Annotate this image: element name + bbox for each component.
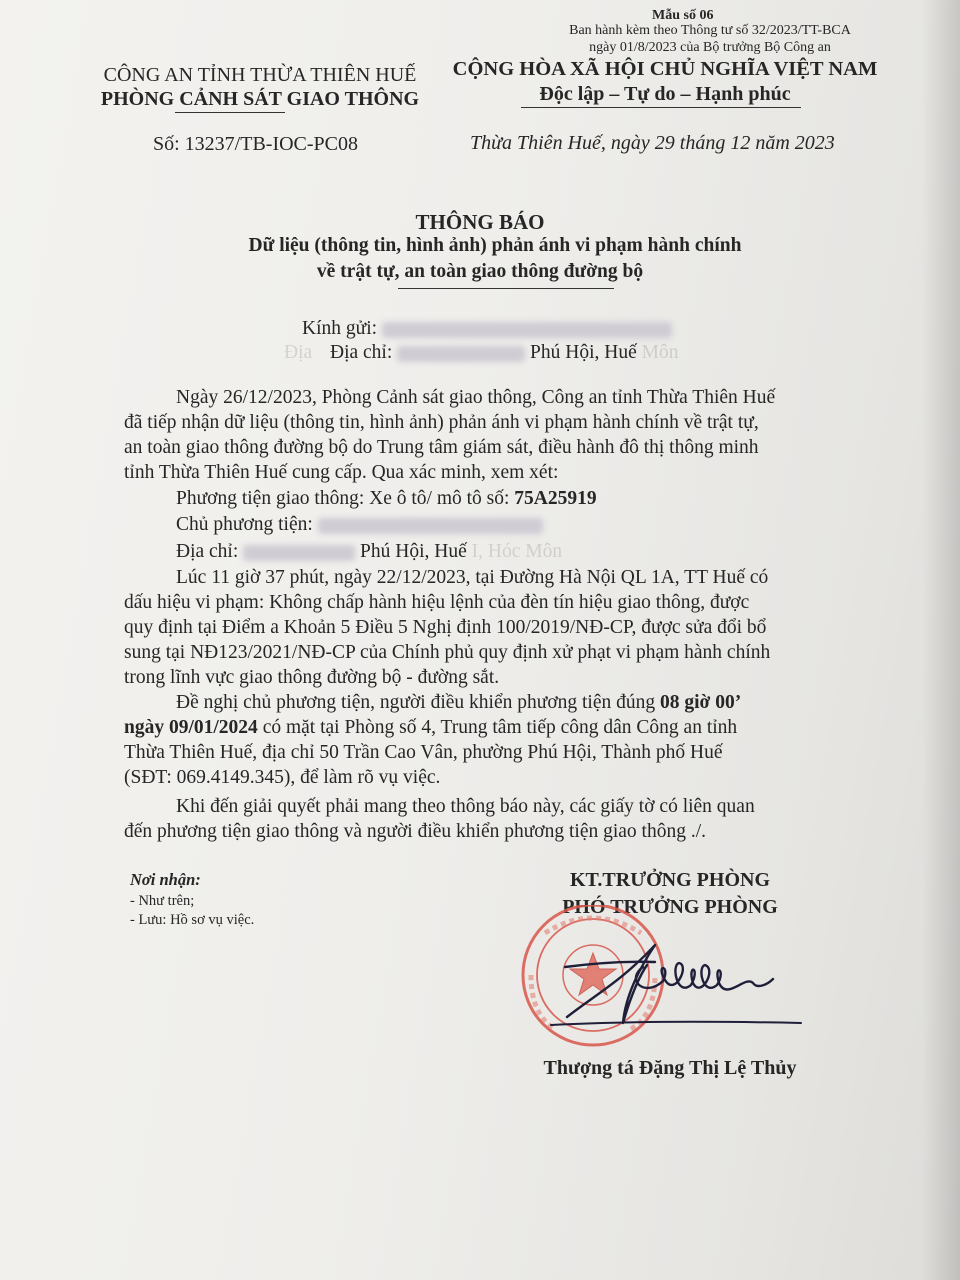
body-p2-l3: quy định tại Điểm a Khoản 5 Điều 5 Nghị định 100/2019/NĐ-CP, được sửa đổi bổ — [124, 617, 767, 638]
owner-address-faded-suffix: I, Hóc Môn — [471, 541, 563, 562]
body-p4-l1: Khi đến giải quyết phải mang theo thông báo này, các giấy tờ có liên quan — [176, 796, 755, 817]
body-p3-l2 — [124, 715, 737, 741]
body-p3-l4: (SĐT: 069.4149.345), để làm rõ vụ việc. — [124, 767, 441, 788]
recipient-line — [302, 316, 672, 342]
title-underline — [398, 288, 614, 289]
owner-label: Chủ phương tiện: — [176, 514, 313, 535]
subtitle-line-1: Dữ liệu (thông tin, hình ảnh) phản ánh vi phạm hành chính — [248, 235, 742, 256]
body-p2-l4: sung tại NĐ123/2021/NĐ-CP của Chính phủ quy định xử phạt vi phạm hành chính — [124, 642, 771, 663]
body-p1-l1: Ngày 26/12/2023, Phòng Cảnh sát giao thông, Công an tỉnh Thừa Thiên Huế — [176, 387, 776, 408]
body-p2-l2: dấu hiệu vi phạm: Không chấp hành hiệu lệnh của đèn tín hiệu giao thông, được — [124, 592, 750, 613]
document-number: Số: 13237/TB-IOC-PC08 — [153, 133, 359, 155]
redacted-owner — [318, 518, 543, 534]
address-faded-suffix: Môn — [641, 342, 679, 363]
redacted-name — [382, 322, 672, 338]
redacted-address — [397, 346, 525, 362]
recipient-faded-text: Địa — [284, 342, 313, 363]
body-p2-l1: Lúc 11 giờ 37 phút, ngày 22/12/2023, tại Đường Hà Nội QL 1A, TT Huế có — [176, 567, 769, 588]
body-p2-l5: trong lĩnh vực giao thông đường bộ - đường sắt. — [124, 667, 500, 688]
owner-address-line — [176, 539, 562, 565]
body-p3-l1 — [176, 690, 741, 716]
body-p1-l4: tỉnh Thừa Thiên Huế cung cấp. Qua xác minh, xem xét: — [124, 462, 559, 483]
recipients-label: Nơi nhận: — [130, 870, 201, 889]
form-ref-line-1: Ban hành kèm theo Thông tư số 32/2023/TT-BCA — [569, 23, 851, 38]
recipient-item-2: - Lưu: Hồ sơ vụ việc. — [130, 912, 255, 928]
agency-parent: CÔNG AN TỈNH THỪA THIÊN HUẾ — [103, 64, 417, 86]
document-title: THÔNG BÁO — [415, 210, 545, 234]
vehicle-label: Phương tiện giao thông: Xe ô tô/ mô tô số: — [176, 488, 510, 509]
stamp-and-signature — [505, 905, 805, 1070]
body-p3-l3: Thừa Thiên Huế, địa chỉ 50 Trần Cao Vân, phường Phú Hội, Thành phố Huế — [124, 742, 723, 763]
signer-title-2: PHÓ TRƯỞNG PHÒNG — [562, 896, 778, 918]
subtitle-line-2: về trật tự, an toàn giao thông đường bộ — [316, 261, 644, 282]
body-p3-l1-text: Đề nghị chủ phương tiện, người điều khiển phương tiện đúng — [176, 692, 660, 713]
owner-line — [176, 512, 543, 538]
body-p1-l2: đã tiếp nhận dữ liệu (thông tin, hình ảnh) phản ánh vi phạm hành chính về trật tự, — [124, 412, 759, 433]
place-date: Thừa Thiên Huế, ngày 29 tháng 12 năm 2023 — [470, 132, 835, 154]
vehicle-line — [176, 486, 597, 512]
recipient-item-1: - Như trên; — [130, 893, 195, 909]
agency-name: PHÒNG CẢNH SÁT GIAO THÔNG — [100, 88, 420, 110]
motto-underline — [521, 107, 801, 108]
redacted-owner-address — [243, 545, 355, 561]
owner-address-value: Phú Hội, Huế — [360, 541, 467, 562]
address-line — [330, 340, 678, 366]
form-number: Mẫu số 06 — [652, 8, 714, 23]
body-p4-l2: đến phương tiện giao thông và người điều khiển phương tiện giao thông ./. — [124, 821, 707, 842]
appointment-date: ngày 09/01/2024 — [124, 717, 258, 738]
body-p1-l3: an toàn giao thông đường bộ do Trung tâm giám sát, điều hành đô thị thông minh — [124, 437, 759, 458]
address-value: Phú Hội, Huế — [530, 342, 637, 363]
signer-name: Thượng tá Đặng Thị Lệ Thủy — [543, 1057, 797, 1079]
vehicle-plate: 75A25919 — [514, 488, 597, 509]
address-label: Địa chỉ: — [330, 342, 393, 363]
national-motto: Độc lập – Tự do – Hạnh phúc — [539, 83, 791, 105]
owner-address-label: Địa chỉ: — [176, 541, 239, 562]
country-name: CỘNG HÒA XÃ HỘI CHỦ NGHĨA VIỆT NAM — [452, 58, 878, 80]
agency-underline — [175, 112, 285, 113]
appointment-time: 08 giờ 00’ — [660, 692, 742, 713]
form-ref-line-2: ngày 01/8/2023 của Bộ trưởng Bộ Công an — [589, 40, 831, 55]
signer-title-1: KT.TRƯỞNG PHÒNG — [570, 869, 770, 891]
page-edge-shadow — [922, 0, 960, 1280]
recipient-label: Kính gửi: — [302, 318, 378, 339]
body-p3-l2-text: có mặt tại Phòng số 4, Trung tâm tiếp công dân Công an tỉnh — [257, 717, 738, 738]
